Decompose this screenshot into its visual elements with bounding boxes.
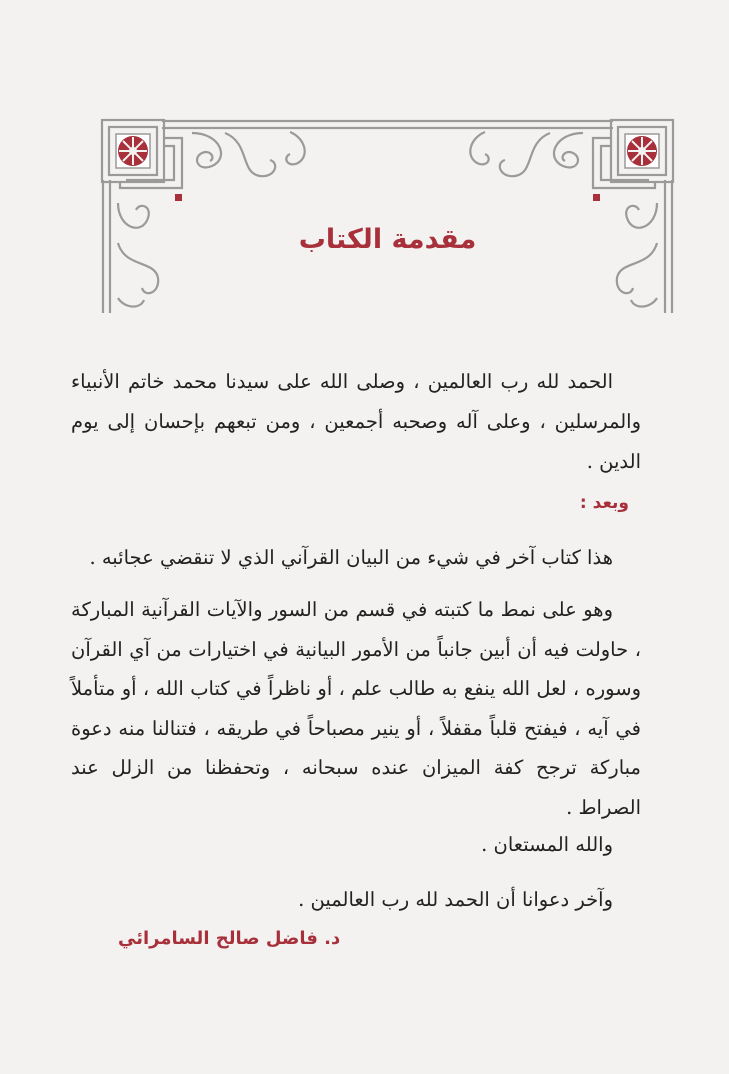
chapter-heading-ornament (100, 118, 675, 318)
paragraph-main: وهو على نمط ما كتبته في قسم من السور والآيات القرآنية المباركة ، حاولت فيه أن أبين جانباً من الأمور البيانية في اختيارات من آي القرآن وسوره ، لعل الله ينفع به طالب علم ، أو ناظراً في كتاب الله ، أو متأملاً في آيه ، فيفتح قلباً مقفلاً ، أو ينير مصباحاً في طريقه ، فتنالنا منه دعوة مباركة ترجح كفة الميزان عنده سبحانه ، وتحفظنا من الزلل عند الصراط . (71, 598, 641, 819)
opening-paragraph: الحمد لله رب العالمين ، وصلى الله على سيدنا محمد خاتم الأنبياء والمرسلين ، وعلى آله وصحبه أجمعين ، ومن تبعهم بإحسان إلى يوم الدين . (71, 370, 641, 473)
paragraph-closing-1: والله المستعان . (481, 833, 613, 856)
paragraph-closing-2: وآخر دعوانا أن الحمد لله رب العالمين . (298, 888, 613, 911)
section-marker: وبعد : (579, 493, 629, 513)
author-signature: د. فاضل صالح السامرائي (118, 928, 341, 949)
paragraph-intro: هذا كتاب آخر في شيء من البيان القرآني الذي لا تنقضي عجائبه . (89, 546, 613, 569)
page-title: مقدمة الكتاب (298, 224, 477, 255)
